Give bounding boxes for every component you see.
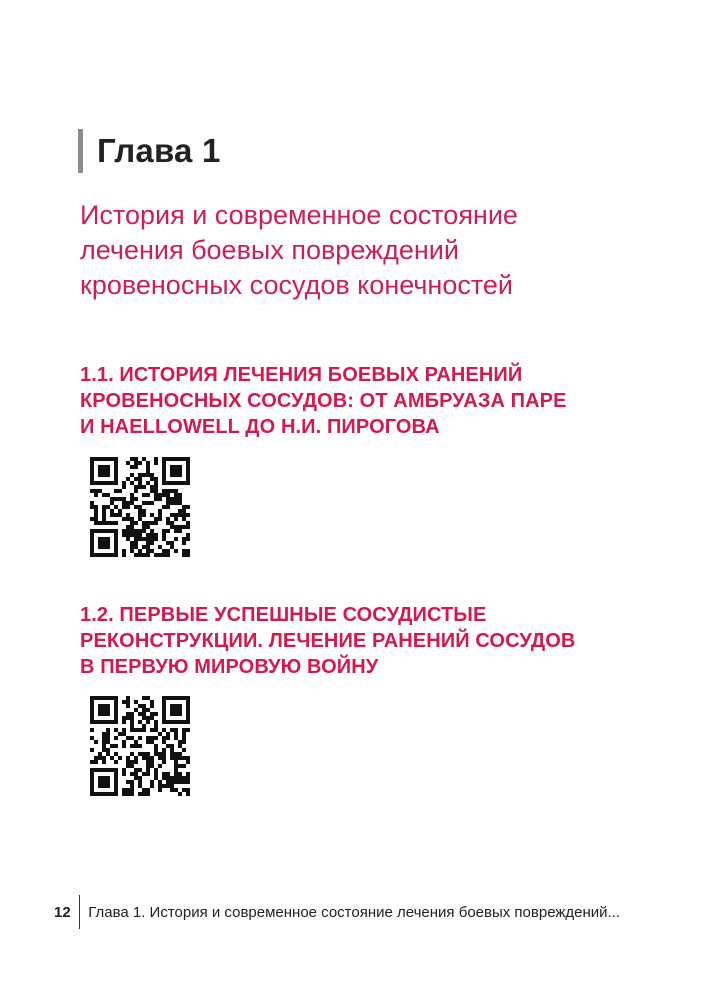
running-title: Глава 1. История и современное состояние лечения боевых повреждений...	[88, 903, 621, 921]
chapter-title: Глава 1	[97, 132, 221, 169]
section-2-title	[80, 602, 640, 680]
page-footer	[54, 895, 620, 929]
section-title-line: 1.1. ИСТОРИЯ ЛЕЧЕНИЯ БОЕВЫХ РАНЕНИЙ	[80, 364, 523, 386]
section-1-title	[80, 362, 640, 440]
section-title-line: В ПЕРВУЮ МИРОВУЮ ВОЙНУ	[80, 656, 379, 678]
qr-code-icon[interactable]	[90, 457, 190, 557]
footer-divider	[79, 895, 81, 929]
chapter-subtitle-line: кровеносных сосудов конечностей	[80, 270, 514, 300]
page-number: 12	[54, 903, 71, 921]
section-title-line: КРОВЕНОСНЫХ СОСУДОВ: ОТ АМБРУАЗА ПАРЕ	[80, 390, 567, 412]
chapter-subtitle-line: История и современное состояние	[80, 200, 518, 230]
chapter-marker-bar	[78, 129, 83, 173]
chapter-subtitle	[80, 198, 660, 303]
section-title-line: РЕКОНСТРУКЦИИ. ЛЕЧЕНИЕ РАНЕНИЙ СОСУДОВ	[80, 630, 576, 652]
section-title-line: И HAELLOWELL ДО Н.И. ПИРОГОВА	[80, 416, 440, 438]
chapter-heading	[78, 128, 221, 174]
chapter-subtitle-line: лечения боевых повреждений	[80, 235, 459, 265]
qr-code-icon[interactable]	[90, 696, 190, 796]
section-title-line: 1.2. ПЕРВЫЕ УСПЕШНЫЕ СОСУДИСТЫЕ	[80, 604, 487, 626]
